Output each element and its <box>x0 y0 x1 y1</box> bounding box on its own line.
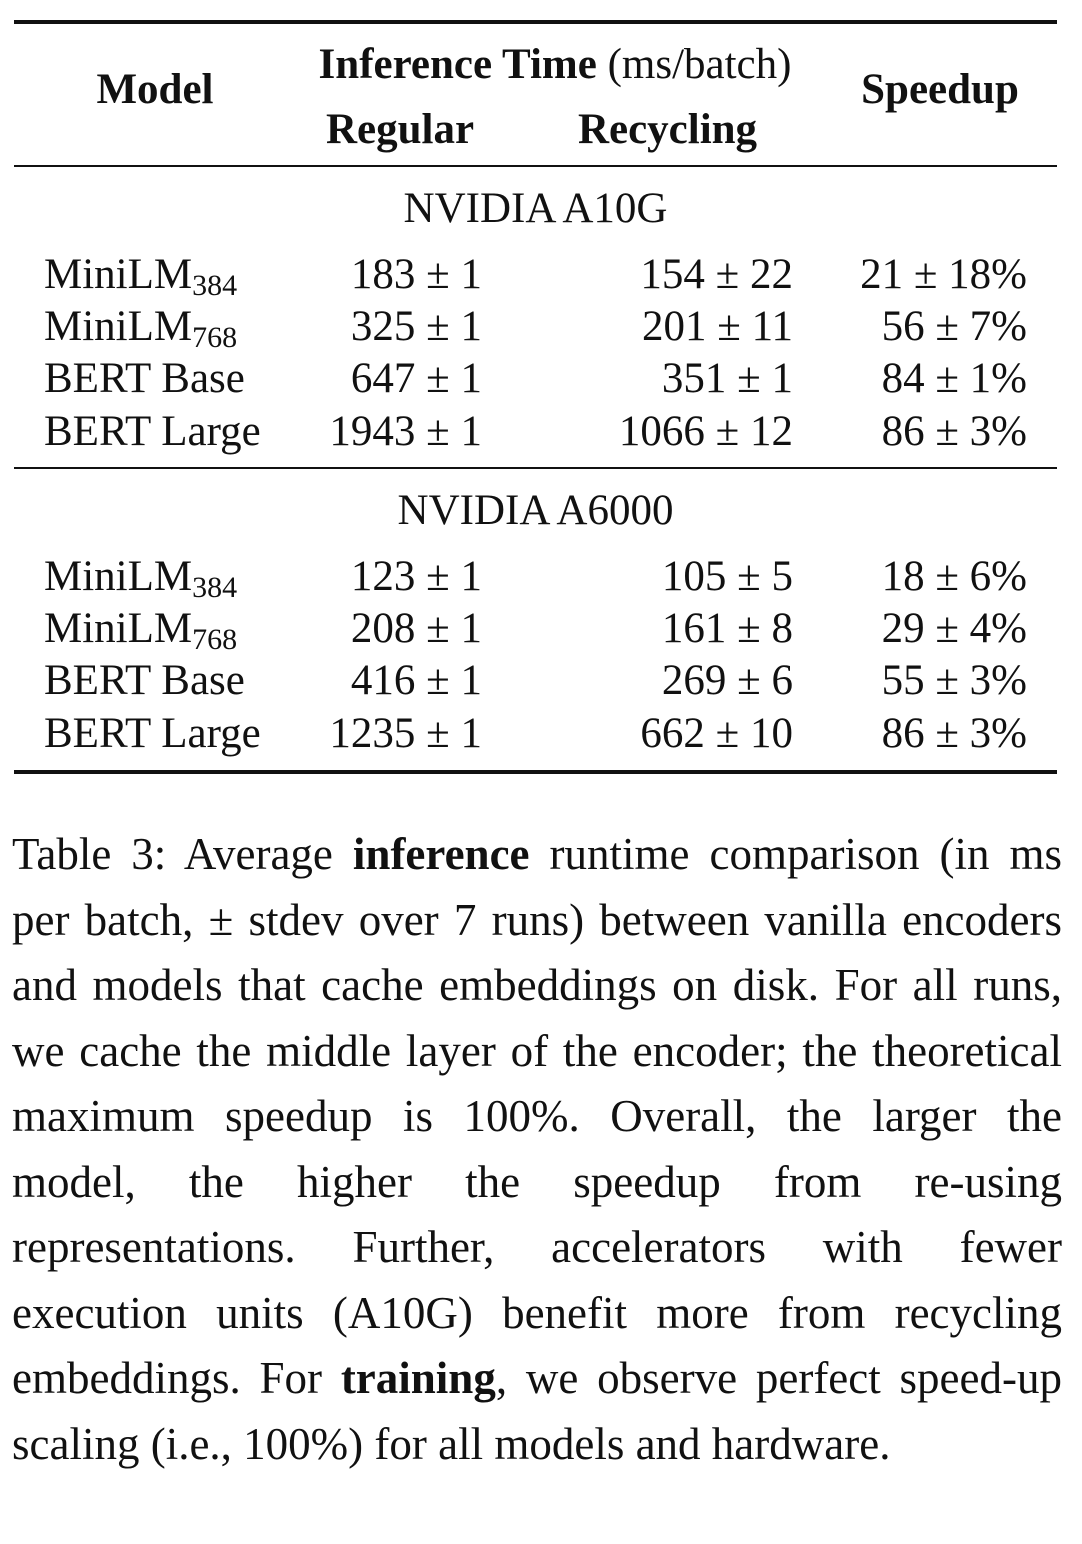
table-row-speedup: 86 ± 3% <box>881 710 1027 757</box>
table-row-model: MiniLM$_{384}$ <box>44 553 238 604</box>
caption-prefix: Table 3: Average <box>12 829 353 879</box>
bottom-rule <box>14 770 1057 774</box>
table-row-speedup: 86 ± 3% <box>881 408 1027 455</box>
table-row-model: MiniLM$_{768}$ <box>44 605 238 656</box>
table-row-recycling: 201 ± 11 <box>641 303 793 350</box>
group-label-a10g: NVIDIA A10G <box>403 185 668 232</box>
table-row-speedup: 56 ± 7% <box>881 303 1027 350</box>
table-row-recycling: 269 ± 6 <box>661 657 793 704</box>
table-row-recycling: 154 ± 22 <box>640 251 793 298</box>
caption-bold-training: training <box>340 1353 496 1403</box>
table-row-recycling: 351 ± 1 <box>661 355 793 402</box>
top-rule <box>14 20 1057 24</box>
table-row-model: MiniLM$_{384}$ <box>44 251 238 302</box>
header-inference-time-bold: Inference Time <box>318 41 597 88</box>
table-row-model: BERT Base <box>44 355 245 402</box>
header-recycling: Recycling <box>577 106 758 153</box>
group-rule <box>14 467 1057 469</box>
group-label-a6000: NVIDIA A6000 <box>397 487 674 534</box>
table-row-speedup: 18 ± 6% <box>881 553 1027 600</box>
table-row-speedup: 29 ± 4% <box>881 605 1027 652</box>
header-inference-time-unit: (ms/batch) <box>607 41 792 88</box>
table-row-speedup: 84 ± 1% <box>881 355 1027 402</box>
caption-bold-inference: inference <box>352 829 530 879</box>
table-row-recycling: 1066 ± 12 <box>618 408 793 455</box>
table-row-recycling: 105 ± 5 <box>661 553 793 600</box>
table-row-regular: 1235 ± 1 <box>329 710 482 757</box>
caption-suffix: , we observe perfect speed-up scaling (i.e., 100%) for all models and hardware. <box>12 1353 1062 1469</box>
table-row-speedup: 21 ± 18% <box>860 251 1027 298</box>
table-row-regular: 208 ± 1 <box>350 605 482 652</box>
table-row-recycling: 161 ± 8 <box>661 605 793 652</box>
table-caption <box>12 822 1062 1477</box>
table-row-regular: 183 ± 1 <box>350 251 482 298</box>
header-model: Model <box>96 66 214 113</box>
table-row-model: BERT Large <box>44 710 261 757</box>
table-row-regular: 325 ± 1 <box>350 303 482 350</box>
table-row-regular: 416 ± 1 <box>350 657 482 704</box>
header-speedup: Speedup <box>861 66 1019 113</box>
caption-middle: runtime comparison (in ms per batch, ± stdev over 7 runs) between vanilla encoders and models that cache embeddings on disk. For all runs, we cache the middle layer of the encoder; the theoretical maximum speedup is 100%. Overall, the larger the model, the higher the speedup from re-using representations. Further, accelerators with fewer execution units (A10G) benefit more from recycling embeddings. For <box>12 829 1062 1403</box>
table-row-regular: 123 ± 1 <box>350 553 482 600</box>
header-inference-time <box>300 43 810 86</box>
table-row-recycling: 662 ± 10 <box>640 710 793 757</box>
table-row-speedup: 55 ± 3% <box>881 657 1027 704</box>
table-row-model: BERT Base <box>44 657 245 704</box>
table-row-regular: 647 ± 1 <box>350 355 482 402</box>
table-row-model: MiniLM$_{768}$ <box>44 303 238 354</box>
header-rule <box>14 165 1057 167</box>
table-row-regular: 1943 ± 1 <box>329 408 482 455</box>
table-row-model: BERT Large <box>44 408 261 455</box>
header-regular: Regular <box>325 106 475 153</box>
